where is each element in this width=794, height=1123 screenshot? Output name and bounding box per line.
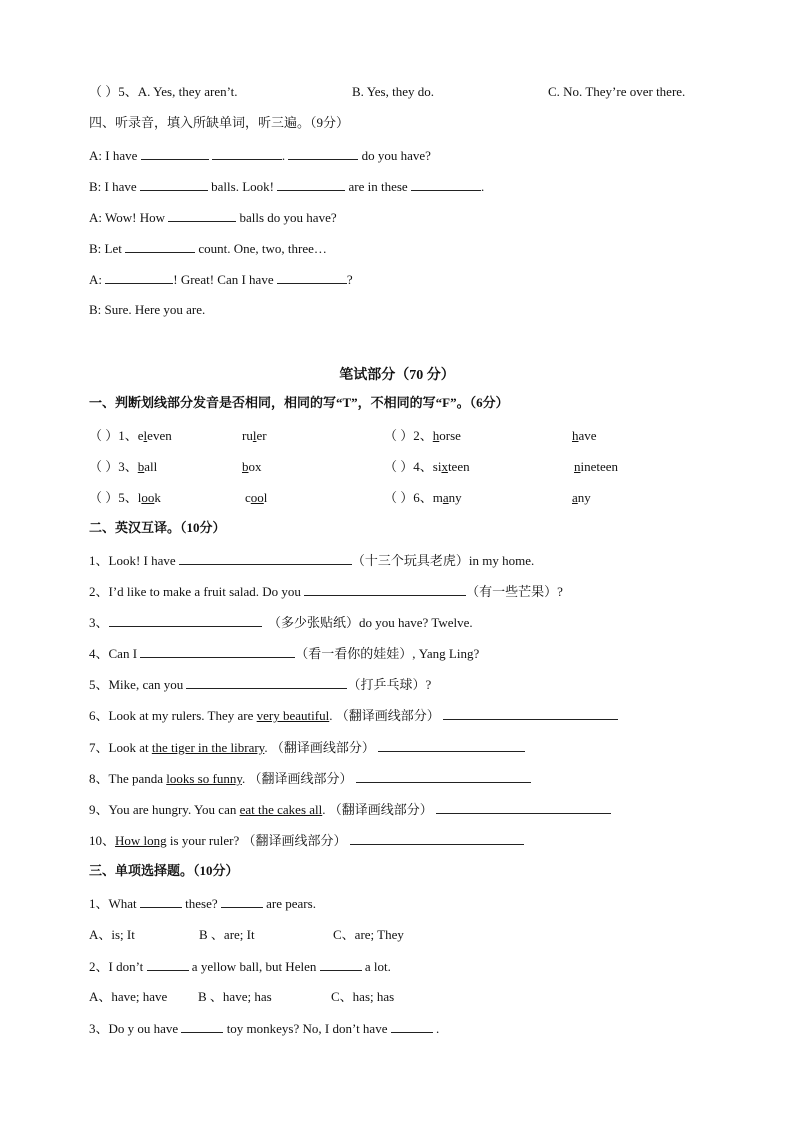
section4-line-2 [89,178,484,195]
s2-q7: 7、Look at the tiger in the library. （翻译画线部分） [89,739,525,756]
answer-blank[interactable] [436,801,611,814]
answer-blank[interactable] [221,895,263,908]
line3-text-a: A: Wow! How [89,210,165,225]
item-paren: （ ）5、 [89,490,138,505]
item-paren: （ ）6、 [384,490,433,505]
s3-q1-option-a: A、is; It [89,927,135,942]
line4-text-a: B: Let [89,241,122,256]
section4-line-3 [89,209,337,226]
written-s2-heading: 二、英汉互译。（10分） [89,520,226,535]
section4-heading: 四、听录音，填入所缺单词，听三遍。（9分） [89,115,350,130]
s2-q1: 1、Look! I have （十三个玩具老虎）in my home. [89,553,535,568]
s1-item-4-word2: nineteen [574,459,619,474]
s3-q2-option-b: B 、have; has [198,989,272,1004]
answer-blank[interactable] [350,832,524,845]
s2-q8: 8、The panda looks so funny. （翻译画线部分） [89,770,531,787]
s2-q10: 10、How long is your ruler? （翻译画线部分） [89,832,524,849]
answer-blank[interactable] [356,770,531,783]
s1-item-6: （ ）6、many [384,490,462,505]
answer-blank[interactable] [179,552,352,565]
answer-blank[interactable] [140,895,182,908]
answer-blank[interactable] [181,1020,223,1033]
line5-text-b: ! Great! Can I have [173,272,274,287]
s1-item-1-word2: ruler [242,428,267,443]
written-s1-heading: 一、判断划线部分发音是否相同，相同的写“T”，不相同的写“F”。（6分） [89,395,509,410]
s1-item-1: （ ）1、eleven [89,428,172,443]
line2-text-d: . [480,179,485,194]
answer-blank[interactable] [140,178,208,191]
s3-q1: 1、What these? are pears. [89,896,316,911]
line2-text-a: B: I have [89,179,137,194]
s2-q3: 3、 （多少张贴纸）do you have? Twelve. [89,615,473,630]
s2-q4: 4、Can I （看一看你的娃娃）, Yang Ling? [89,646,480,661]
line5-text-c: ? [346,272,353,287]
answer-blank[interactable] [147,958,189,971]
item-paren: （ ）1、 [89,428,138,443]
line4-text-b: count. One, two, three… [198,241,327,256]
answer-blank[interactable] [320,958,362,971]
answer-blank[interactable] [141,147,209,160]
s3-q2-option-a: A、have; have [89,989,168,1004]
s2-q9: 9、You are hungry. You can eat the cakes all. （翻译画线部分） [89,801,611,818]
answer-blank[interactable] [277,271,347,284]
s1-item-3: （ ）3、ball [89,459,158,474]
written-s3-heading: 三、单项选择题。（10分） [89,863,239,878]
line1-text-b: . [281,148,286,163]
s3-q3: 3、Do y ou have toy monkeys? No, I don’t have . [89,1021,440,1036]
s1-item-5: （ ）5、look [89,490,161,505]
s1-item-3-word2: box [242,459,262,474]
s1-item-2: （ ）2、horse [384,428,461,443]
section4-line-6: B: Sure. Here you are. [89,302,206,317]
line3-text-b: balls do you have? [239,210,337,225]
answer-blank[interactable] [109,614,262,627]
item-paren: （ ）3、 [89,459,138,474]
item-paren: （ ）2、 [384,428,433,443]
s1-item-6-word2: any [572,490,591,505]
s3-q2-option-c: C、has; has [331,989,395,1004]
line1-text-c: do you have? [361,148,431,163]
s2-q6: 6、Look at my rulers. They are very beautiful. （翻译画线部分） [89,707,618,724]
q5-option-b: B. Yes, they do. [352,84,434,99]
listening-q5 [89,84,238,100]
answer-blank[interactable] [186,676,347,689]
section4-line-5 [89,271,353,288]
section4-line-4 [89,240,327,257]
section4-line-1 [89,147,431,164]
answer-blank[interactable] [168,209,236,222]
line2-text-b: balls. Look! [211,179,274,194]
s2-q2: 2、I’d like to make a fruit salad. Do you （有一些芒果）? [89,584,563,599]
line2-text-c: are in these [348,179,408,194]
answer-blank[interactable] [411,178,481,191]
q5-option-a: A. Yes, they aren’t. [137,84,238,99]
answer-blank[interactable] [105,271,173,284]
s2-q5: 5、Mike, can you （打乒乓球）? [89,677,432,692]
s3-q2: 2、I don’t a yellow ball, but Helen a lot. [89,959,391,974]
s1-item-5-word2: cool [245,490,268,505]
answer-blank[interactable] [288,147,358,160]
line1-text-a: A: I have [89,148,138,163]
s1-item-4: （ ）4、sixteen [384,459,470,474]
answer-blank[interactable] [378,739,525,752]
answer-blank[interactable] [391,1020,433,1033]
s1-item-2-word2: have [572,428,597,443]
q5-option-c: C. No. They’re over there. [548,84,686,99]
item-paren: （ ）4、 [384,459,433,474]
s3-q1-option-b: B 、are; It [199,927,255,942]
written-part-title: 笔试部分（70 分） [339,368,455,383]
q5-number: （ ）5、 [89,84,138,99]
answer-blank[interactable] [304,583,466,596]
s3-q1-option-c: C、are; They [333,927,404,942]
line5-text-a: A: [89,272,102,287]
answer-blank[interactable] [277,178,345,191]
answer-blank[interactable] [212,147,282,160]
answer-blank[interactable] [125,240,195,253]
answer-blank[interactable] [443,707,618,720]
answer-blank[interactable] [140,645,295,658]
